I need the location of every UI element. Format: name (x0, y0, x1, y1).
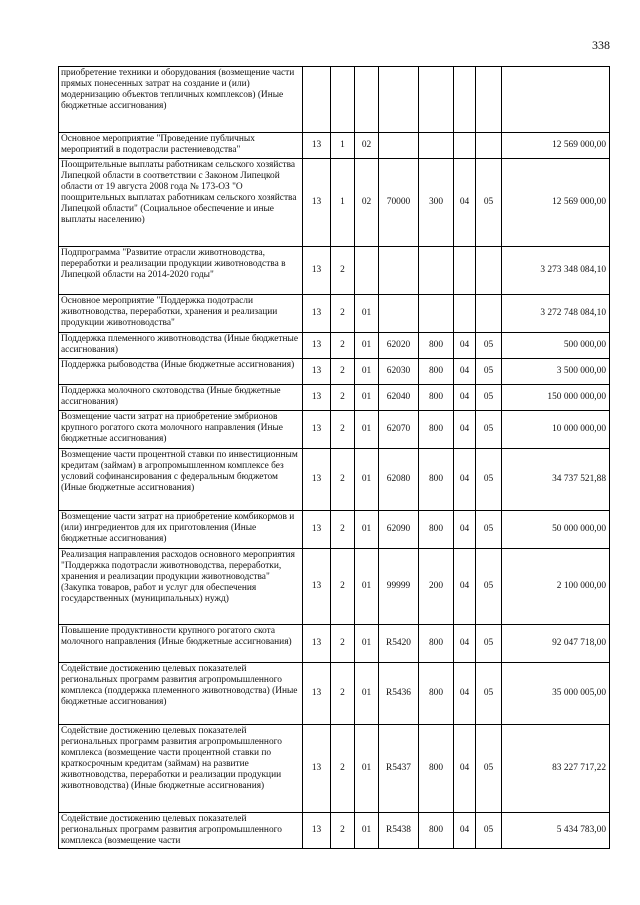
table-row (59, 359, 610, 385)
subprogram-code-cell: 2 (331, 625, 355, 663)
section-cell: 04 (454, 549, 476, 625)
amount-cell: 3 500 000,00 (502, 359, 610, 385)
subsection-cell: 05 (476, 411, 502, 449)
expense-direction-cell: 62030 (379, 359, 419, 385)
budget-table (58, 66, 610, 849)
row-name-cell: Поощрительные выплаты работникам сельского хозяйства Липецкой области в соответствии с Законом Липецкой области от 19 августа 2008 года № 173-ОЗ "О поощрительных выплатах работникам сельского хозяйства Липецкой области" (Социальное обеспечение и иные выплаты населению) (59, 159, 303, 247)
program-code-cell: 13 (303, 449, 331, 511)
table-row (59, 549, 610, 625)
row-name-cell: Содействие достижению целевых показателей региональных программ развития агропромышленного комплекса (поддержка племенного животноводства) (Иные бюджетные ассигнования) (59, 663, 303, 725)
subprogram-code-cell: 1 (331, 159, 355, 247)
subsection-cell: 05 (476, 359, 502, 385)
program-code-cell (303, 67, 331, 133)
expense-direction-cell (379, 295, 419, 333)
section-cell: 04 (454, 813, 476, 849)
subsection-cell: 05 (476, 159, 502, 247)
subsection-cell (476, 133, 502, 159)
amount-cell: 3 272 748 084,10 (502, 295, 610, 333)
subprogram-code-cell: 2 (331, 295, 355, 333)
expense-type-cell: 800 (419, 333, 454, 359)
expense-direction-cell (379, 247, 419, 295)
table-row (59, 449, 610, 511)
expense-direction-cell: 62090 (379, 511, 419, 549)
expense-direction-cell: 99999 (379, 549, 419, 625)
expense-type-cell: 800 (419, 411, 454, 449)
table-row (59, 511, 610, 549)
table-row (59, 333, 610, 359)
table-row (59, 295, 610, 333)
amount-cell: 12 569 000,00 (502, 159, 610, 247)
subsection-cell: 05 (476, 511, 502, 549)
amount-cell: 10 000 000,00 (502, 411, 610, 449)
subsection-cell: 05 (476, 449, 502, 511)
amount-cell (502, 67, 610, 133)
table-row (59, 385, 610, 411)
program-code-cell: 13 (303, 385, 331, 411)
section-cell: 04 (454, 359, 476, 385)
row-name-cell: Основное мероприятие "Поддержка подотрасли животноводства, переработки, хранения и реализации продукции животноводства" (59, 295, 303, 333)
row-name-cell: Поддержка рыбоводства (Иные бюджетные ассигнования) (59, 359, 303, 385)
subsection-cell (476, 295, 502, 333)
expense-direction-cell: 62070 (379, 411, 419, 449)
expense-type-cell: 200 (419, 549, 454, 625)
subprogram-code-cell (331, 67, 355, 133)
program-code-cell: 13 (303, 813, 331, 849)
subprogram-code-cell: 2 (331, 725, 355, 813)
row-name-cell: Поддержка племенного животноводства (Иные бюджетные ассигнования) (59, 333, 303, 359)
measure-code-cell: 01 (355, 449, 379, 511)
expense-direction-cell: R5437 (379, 725, 419, 813)
section-cell (454, 133, 476, 159)
expense-type-cell: 800 (419, 663, 454, 725)
subsection-cell: 05 (476, 813, 502, 849)
expense-direction-cell (379, 67, 419, 133)
expense-type-cell: 800 (419, 359, 454, 385)
measure-code-cell: 01 (355, 511, 379, 549)
subsection-cell: 05 (476, 333, 502, 359)
expense-direction-cell: R5420 (379, 625, 419, 663)
table-row (59, 67, 610, 133)
amount-cell: 92 047 718,00 (502, 625, 610, 663)
amount-cell: 5 434 783,00 (502, 813, 610, 849)
subprogram-code-cell: 2 (331, 333, 355, 359)
measure-code-cell: 02 (355, 133, 379, 159)
subsection-cell (476, 247, 502, 295)
program-code-cell: 13 (303, 625, 331, 663)
table-row (59, 411, 610, 449)
section-cell (454, 295, 476, 333)
program-code-cell: 13 (303, 663, 331, 725)
measure-code-cell: 01 (355, 625, 379, 663)
row-name-cell: Поддержка молочного скотоводства (Иные бюджетные ассигнования) (59, 385, 303, 411)
subprogram-code-cell: 2 (331, 549, 355, 625)
row-name-cell: Подпрограмма "Развитие отрасли животноводства, переработки и реализации продукции животноводства в Липецкой области на 2014-2020 годы" (59, 247, 303, 295)
program-code-cell: 13 (303, 511, 331, 549)
section-cell: 04 (454, 159, 476, 247)
program-code-cell: 13 (303, 247, 331, 295)
expense-type-cell (419, 247, 454, 295)
subsection-cell: 05 (476, 385, 502, 411)
measure-code-cell (355, 247, 379, 295)
amount-cell: 34 737 521,88 (502, 449, 610, 511)
table-row (59, 159, 610, 247)
table-row (59, 725, 610, 813)
table-row (59, 663, 610, 725)
amount-cell: 83 227 717,22 (502, 725, 610, 813)
page-number: 338 (592, 38, 610, 52)
section-cell: 04 (454, 625, 476, 663)
expense-type-cell: 800 (419, 813, 454, 849)
expense-direction-cell: R5438 (379, 813, 419, 849)
section-cell: 04 (454, 449, 476, 511)
program-code-cell: 13 (303, 549, 331, 625)
section-cell: 04 (454, 725, 476, 813)
table-row (59, 813, 610, 849)
subprogram-code-cell: 2 (331, 385, 355, 411)
table-row (59, 625, 610, 663)
measure-code-cell: 01 (355, 663, 379, 725)
subsection-cell: 05 (476, 663, 502, 725)
measure-code-cell: 01 (355, 725, 379, 813)
expense-type-cell: 800 (419, 625, 454, 663)
subprogram-code-cell: 2 (331, 813, 355, 849)
expense-type-cell (419, 67, 454, 133)
program-code-cell: 13 (303, 295, 331, 333)
expense-type-cell (419, 295, 454, 333)
measure-code-cell: 01 (355, 359, 379, 385)
measure-code-cell: 02 (355, 159, 379, 247)
subsection-cell: 05 (476, 625, 502, 663)
section-cell: 04 (454, 511, 476, 549)
expense-direction-cell: 62080 (379, 449, 419, 511)
subsection-cell: 05 (476, 725, 502, 813)
subsection-cell (476, 67, 502, 133)
measure-code-cell: 01 (355, 295, 379, 333)
program-code-cell: 13 (303, 333, 331, 359)
section-cell (454, 247, 476, 295)
subprogram-code-cell: 2 (331, 511, 355, 549)
subprogram-code-cell: 2 (331, 359, 355, 385)
expense-type-cell: 800 (419, 511, 454, 549)
row-name-cell: Основное мероприятие "Проведение публичных мероприятий в подотрасли растениеводства" (59, 133, 303, 159)
measure-code-cell: 01 (355, 333, 379, 359)
row-name-cell: Содействие достижению целевых показателей региональных программ развития агропромышленного комплекса (возмещение части (59, 813, 303, 849)
subsection-cell: 05 (476, 549, 502, 625)
amount-cell: 50 000 000,00 (502, 511, 610, 549)
measure-code-cell (355, 67, 379, 133)
subprogram-code-cell: 2 (331, 411, 355, 449)
measure-code-cell: 01 (355, 411, 379, 449)
expense-direction-cell (379, 133, 419, 159)
table-row (59, 133, 610, 159)
expense-direction-cell: 70000 (379, 159, 419, 247)
amount-cell: 2 100 000,00 (502, 549, 610, 625)
expense-type-cell: 800 (419, 449, 454, 511)
row-name-cell: Содействие достижению целевых показателей региональных программ развития агропромышленного комплекса (возмещение части процентной ставки по краткосрочным кредитам (займам) на развитие животноводства, переработки и реализации продукции животноводства) (Иные бюджетные ассигнования) (59, 725, 303, 813)
section-cell: 04 (454, 385, 476, 411)
row-name-cell: Возмещение части затрат на приобретение эмбрионов крупного рогатого скота молочного направления (Иные бюджетные ассигнования) (59, 411, 303, 449)
row-name-cell: Реализация направления расходов основного мероприятия "Поддержка подотрасли животноводства, переработки, хранения и реализации продукции животноводства" (Закупка товаров, работ и услуг для обеспечения государственных (муниципальных) нужд) (59, 549, 303, 625)
section-cell: 04 (454, 663, 476, 725)
expense-type-cell: 800 (419, 725, 454, 813)
measure-code-cell: 01 (355, 549, 379, 625)
table-row (59, 247, 610, 295)
amount-cell: 12 569 000,00 (502, 133, 610, 159)
row-name-cell: Возмещение части процентной ставки по инвестиционным кредитам (займам) в агропромышленном комплексе без условий софинансирования с федеральным бюджетом (Иные бюджетные ассигнования) (59, 449, 303, 511)
amount-cell: 500 000,00 (502, 333, 610, 359)
measure-code-cell: 01 (355, 813, 379, 849)
expense-direction-cell: 62020 (379, 333, 419, 359)
section-cell: 04 (454, 411, 476, 449)
expense-type-cell: 800 (419, 385, 454, 411)
program-code-cell: 13 (303, 411, 331, 449)
subprogram-code-cell: 2 (331, 247, 355, 295)
subprogram-code-cell: 2 (331, 663, 355, 725)
measure-code-cell: 01 (355, 385, 379, 411)
program-code-cell: 13 (303, 725, 331, 813)
amount-cell: 35 000 005,00 (502, 663, 610, 725)
section-cell (454, 67, 476, 133)
program-code-cell: 13 (303, 159, 331, 247)
expense-type-cell (419, 133, 454, 159)
row-name-cell: Возмещение части затрат на приобретение комбикормов и (или) ингредиентов для их приготовления (Иные бюджетные ассигнования) (59, 511, 303, 549)
section-cell: 04 (454, 333, 476, 359)
program-code-cell: 13 (303, 359, 331, 385)
amount-cell: 3 273 348 084,10 (502, 247, 610, 295)
row-name-cell: приобретение техники и оборудования (возмещение части прямых понесенных затрат на создание и (или) модернизацию объектов тепличных комплексов) (Иные бюджетные ассигнования) (59, 67, 303, 133)
subprogram-code-cell: 2 (331, 449, 355, 511)
expense-direction-cell: R5436 (379, 663, 419, 725)
expense-type-cell: 300 (419, 159, 454, 247)
subprogram-code-cell: 1 (331, 133, 355, 159)
expense-direction-cell: 62040 (379, 385, 419, 411)
row-name-cell: Повышение продуктивности крупного рогатого скота молочного направления (Иные бюджетные ассигнования) (59, 625, 303, 663)
program-code-cell: 13 (303, 133, 331, 159)
amount-cell: 150 000 000,00 (502, 385, 610, 411)
